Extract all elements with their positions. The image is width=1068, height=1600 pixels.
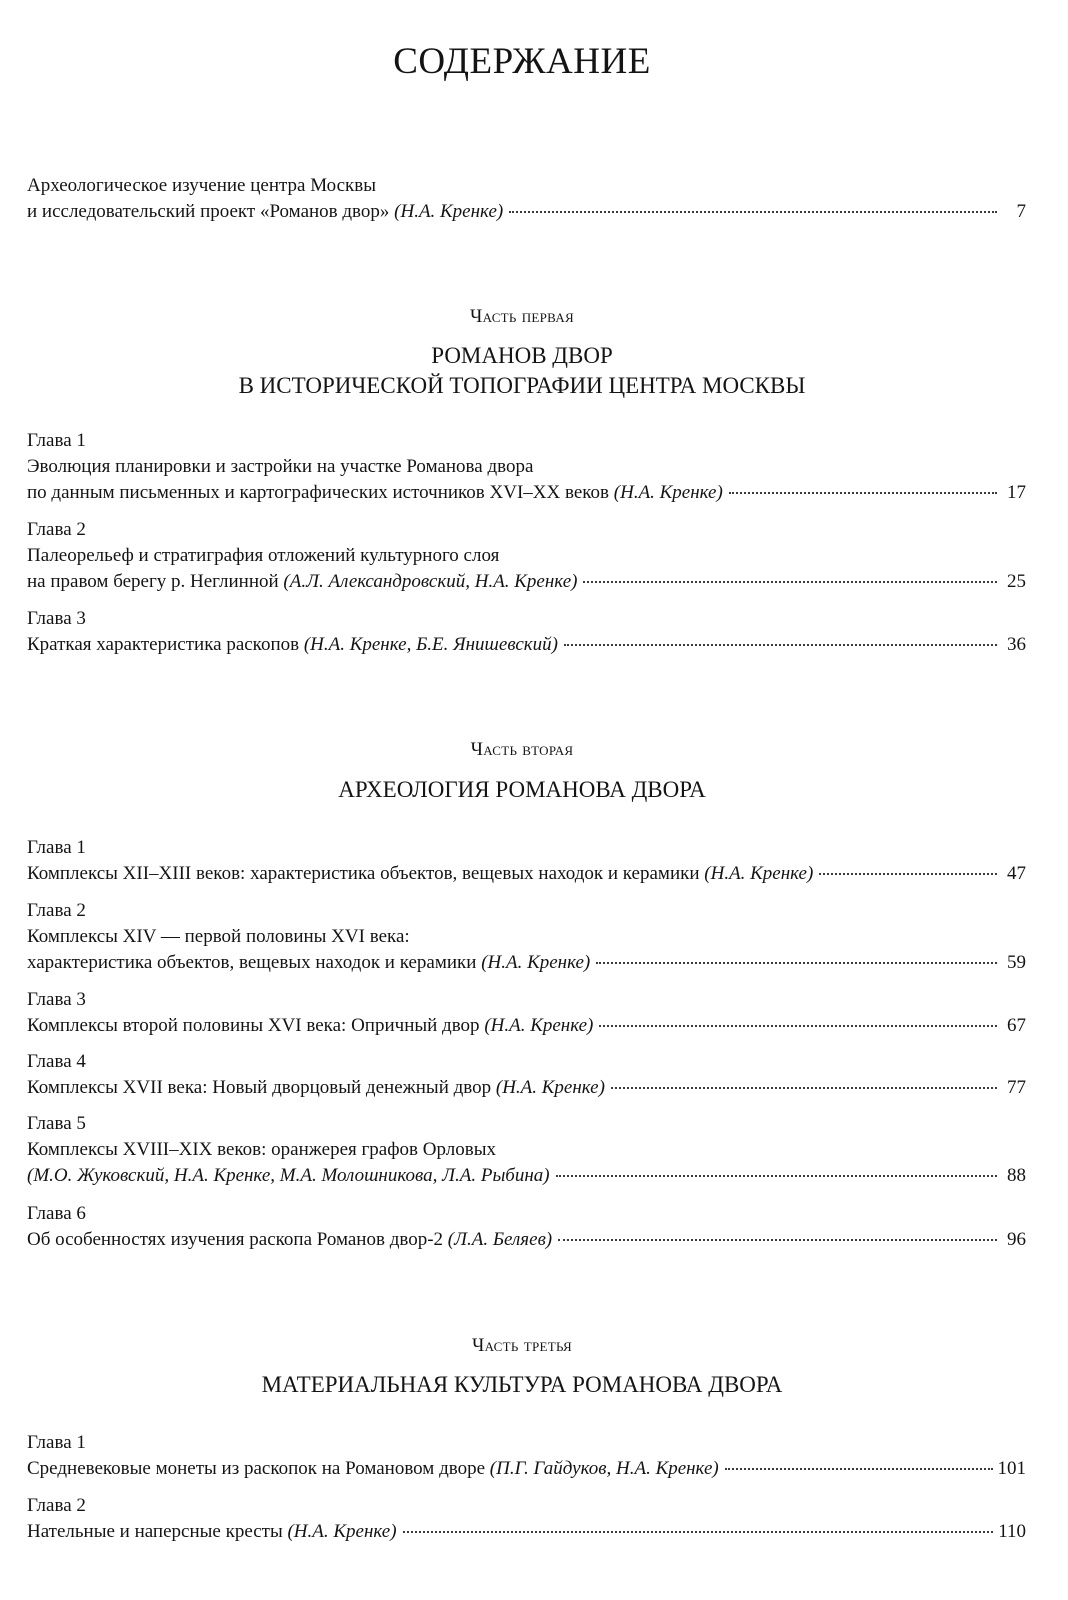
entry-authors: (Н.А. Кренке) (495, 1077, 605, 1098)
entry-title-line: Комплексы XIV — первой половины XVI века: (27, 926, 410, 947)
chapter-number: Глава 4 (27, 1051, 86, 1072)
page-number: 25 (1007, 571, 1026, 592)
entry-title-line: Археологическое изучение центра Москвы (27, 175, 377, 196)
entry-last-line: Нательные и наперсные кресты (Н.А. Кренке) 110 (27, 1519, 1026, 1545)
entry-last-line (27, 199, 1026, 225)
dot-leader (564, 644, 997, 646)
part-title: РОМАНОВ ДВОР В ИСТОРИЧЕСКОЙ ТОПОГРАФИИ ЦЕНТРА МОСКВЫ (238, 343, 806, 398)
entry-last-line: Об особенностях изучения раскопа Романов двор-2 (Л.А. Беляев) 96 (27, 1227, 1026, 1253)
toc-chapter[interactable] (27, 898, 1026, 976)
entry-title-line: Эволюция планировки и застройки на участке Романова двора (27, 456, 534, 477)
toc-chapter[interactable] (27, 1493, 1026, 1545)
toc-chapter[interactable] (27, 606, 1026, 658)
entry-last-line: Краткая характеристика раскопов (Н.А. Кренке, Б.Е. Янишевский) 36 (27, 632, 1026, 658)
entry-authors: (Н.А. Кренке) (394, 201, 504, 222)
page-number: 77 (1007, 1077, 1026, 1098)
toc-chapter[interactable] (27, 1049, 1026, 1101)
part-title: МАТЕРИАЛЬНАЯ КУЛЬТУРА РОМАНОВА ДВОРА (261, 1372, 783, 1397)
toc-entry-intro[interactable] (27, 173, 1026, 225)
entry-authors: (А.Л. Александровский, Н.А. Кренке) (283, 571, 578, 592)
page-number: 96 (1007, 1229, 1026, 1250)
page-number: 7 (1016, 201, 1026, 222)
part-label: Часть вторая (470, 739, 574, 760)
toc-chapter[interactable] (27, 1111, 1026, 1189)
entry-authors: (П.Г. Гайдуков, Н.А. Кренке) (489, 1458, 719, 1479)
chapter-number: Глава 3 (27, 989, 86, 1010)
entry-last-line: характеристика объектов, вещевых находок и керамики (Н.А. Кренке) 59 (27, 950, 1026, 976)
chapter-number: Глава 5 (27, 1113, 86, 1134)
chapter-number: Глава 2 (27, 1495, 86, 1516)
toc-chapter[interactable] (27, 517, 1026, 595)
dot-leader (611, 1087, 997, 1089)
page-number: 59 (1007, 952, 1026, 973)
chapter-number: Глава 2 (27, 519, 86, 540)
chapter-number: Глава 2 (27, 900, 86, 921)
toc-chapter[interactable] (27, 1201, 1026, 1253)
entry-authors: (Н.А. Кренке, Б.Е. Янишевский) (303, 634, 558, 655)
chapter-number: Глава 1 (27, 430, 86, 451)
page-number: 47 (1007, 863, 1026, 884)
page-number: 110 (998, 1521, 1026, 1542)
page-number: 88 (1007, 1165, 1026, 1186)
dot-leader (583, 581, 997, 583)
dot-leader (596, 962, 997, 964)
entry-last-line: Комплексы XVII века: Новый дворцовый денежный двор (Н.А. Кренке) 77 (27, 1075, 1026, 1101)
part-title: АРХЕОЛОГИЯ РОМАНОВА ДВОРА (338, 777, 706, 802)
page-number: 101 (997, 1458, 1026, 1479)
entry-authors: (Н.А. Кренке) (613, 482, 723, 503)
toc-chapter[interactable] (27, 1430, 1026, 1482)
entry-authors: (Н.А. Кренке) (481, 952, 591, 973)
page-number: 36 (1007, 634, 1026, 655)
dot-leader (599, 1025, 997, 1027)
part-label: Часть третья (471, 1335, 572, 1356)
entry-last-line: Комплексы второй половины XVI века: Опричный двор (Н.А. Кренке) 67 (27, 1013, 1026, 1039)
toc-chapter[interactable] (27, 428, 1026, 506)
entry-last-line: на правом берегу р. Неглинной (А.Л. Александровский, Н.А. Кренке) 25 (27, 569, 1026, 595)
entry-authors: (Н.А. Кренке) (704, 863, 814, 884)
page-title: СОДЕРЖАНИЕ (393, 41, 651, 82)
entry-authors: (М.О. Жуковский, Н.А. Кренке, М.А. Молошникова, Л.А. Рыбина) (27, 1165, 550, 1186)
entry-last-line (27, 1163, 1026, 1189)
chapter-number: Глава 1 (27, 1432, 86, 1453)
dot-leader (729, 492, 997, 494)
dot-leader (403, 1531, 994, 1533)
page-number: 17 (1007, 482, 1026, 503)
toc-chapter[interactable] (27, 835, 1026, 887)
chapter-number: Глава 6 (27, 1203, 86, 1224)
entry-title-line: Палеорельеф и стратиграфия отложений культурного слоя (27, 545, 500, 566)
entry-last-line: по данным письменных и картографических источников XVI–XX веков (Н.А. Кренке) 17 (27, 480, 1026, 506)
part-label: Часть первая (470, 306, 574, 327)
chapter-number: Глава 1 (27, 837, 86, 858)
entry-last-line: Средневековые монеты из раскопок на Романовом дворе (П.Г. Гайдуков, Н.А. Кренке) 101 (27, 1456, 1026, 1482)
toc-chapter[interactable] (27, 987, 1026, 1039)
entry-authors: (Л.А. Беляев) (447, 1229, 553, 1250)
dot-leader (558, 1239, 997, 1241)
entry-last-line: Комплексы XII–XIII веков: характеристика объектов, вещевых находок и керамики (Н.А. Кренке) 47 (27, 861, 1026, 887)
entry-title-text: и исследовательский проект «Романов двор» (Н.А. Кренке) (27, 201, 504, 222)
dot-leader (509, 211, 997, 213)
entry-authors: (Н.А. Кренке) (287, 1521, 397, 1542)
dot-leader (725, 1468, 993, 1470)
dot-leader (819, 873, 997, 875)
entry-authors: (Н.А. Кренке) (484, 1015, 594, 1036)
dot-leader (556, 1175, 997, 1177)
entry-title-line: Комплексы XVIII–XIX веков: оранжерея графов Орловых (27, 1139, 496, 1160)
page-number: 67 (1007, 1015, 1026, 1036)
chapter-number: Глава 3 (27, 608, 86, 629)
